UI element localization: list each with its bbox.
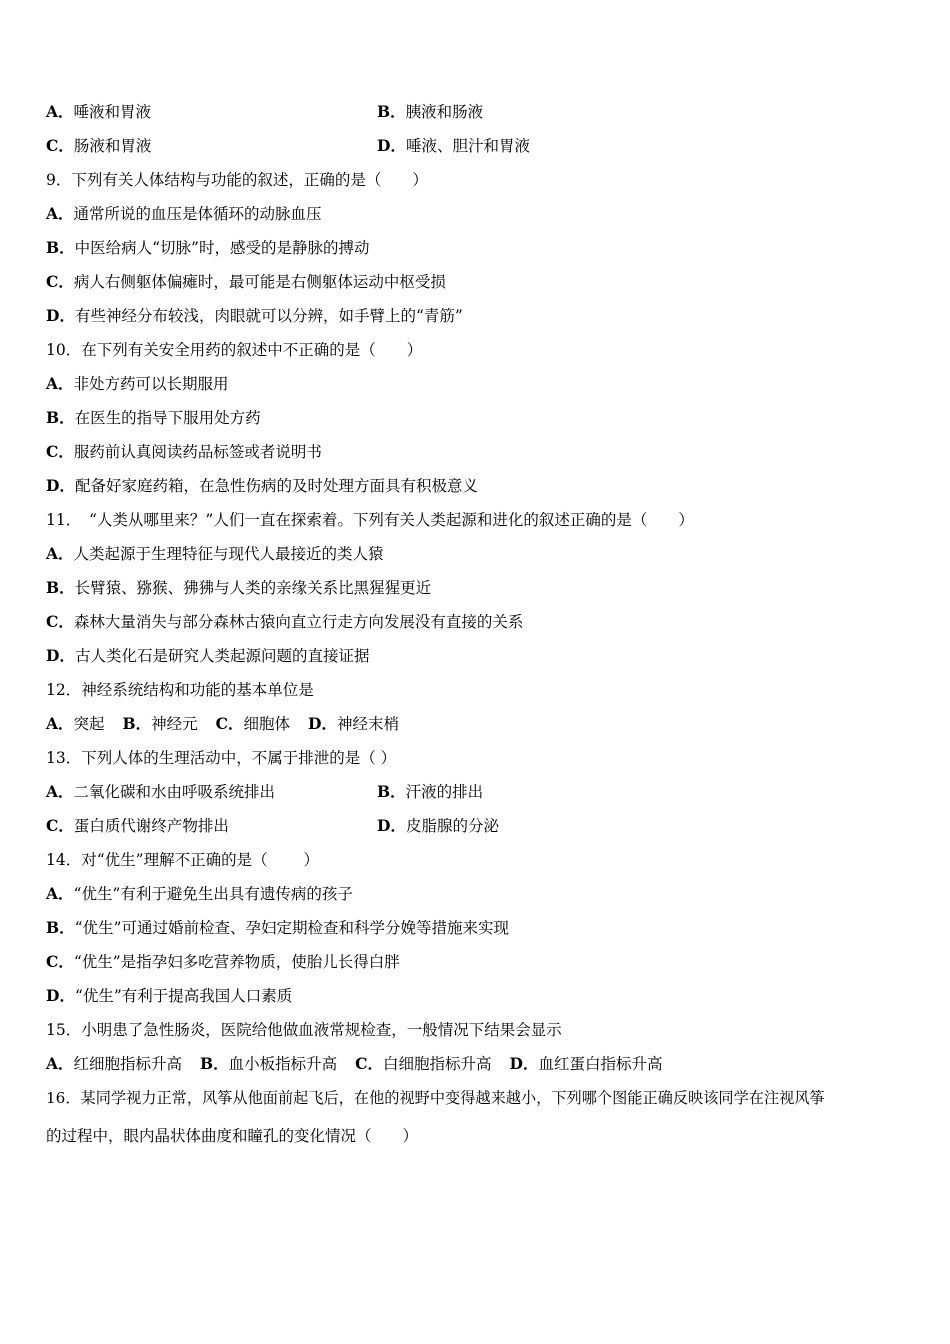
q9-option-c [46,272,446,292]
option-text: 肠液和胃液 [73,137,152,155]
option-text: 在医生的指导下服用处方药 [74,409,261,427]
q8-option-c [46,136,151,156]
option-text: 非处方药可以长期服用 [73,375,229,393]
option-text: 服药前认真阅读药品标签或者说明书 [73,443,322,461]
q14-option-a [46,884,353,904]
option-text: “优生”有利于避免生出具有遗传病的孩子 [73,885,353,903]
option-text: 胰液和肠液 [405,103,484,121]
option-letter: A． [46,544,74,563]
option-text: 有些神经分布较浅，肉眼就可以分辨，如手臂上的“青筋” [74,307,463,325]
q8-option-b [377,102,483,122]
q14-option-c [46,952,400,972]
option-text: 唾液、胆汁和胃液 [405,137,530,155]
option-text: 白细胞指标升高 [383,1055,492,1073]
option-letter: D． [509,1054,539,1073]
q12-stem: 12．神经系统结构和功能的基本单位是 [46,681,314,699]
option-letter: C． [46,272,74,291]
option-text: 细胞体 [243,715,291,733]
option-letter: C． [46,612,74,631]
q13-option-d [377,816,499,836]
q10-option-a [46,374,229,394]
option-letter: D． [377,136,406,155]
q11-option-d [46,646,369,666]
option-letter: D． [377,816,406,835]
option-letter: D． [46,986,75,1005]
q11-option-c [46,612,523,632]
option-letter: B． [377,102,406,121]
q9-stem: 9．下列有关人体结构与功能的叙述，正确的是（ ） [46,171,428,189]
q13-option-b [377,782,483,802]
option-letter: C． [46,136,74,155]
q8-option-a [46,102,151,122]
option-letter: C． [46,816,74,835]
q11-option-a [46,544,384,564]
option-letter: C． [46,952,74,971]
option-letter: B． [122,714,152,733]
option-text: 汗液的排出 [405,783,484,801]
option-text: 通常所说的血压是体循环的动脉血压 [73,205,322,223]
option-text: 中医给病人“切脉”时，感受的是静脉的搏动 [74,239,370,257]
option-text: 皮脂腺的分泌 [405,817,499,835]
option-letter: C． [215,714,244,733]
q10-option-c [46,442,322,462]
option-letter: B． [46,238,75,257]
q10-option-d [46,476,478,496]
q10-option-b [46,408,261,428]
option-letter: D． [46,646,75,665]
option-letter: B． [46,578,75,597]
option-letter: C． [46,442,74,461]
option-text: 配备好家庭药箱，在急性伤病的及时处理方面具有积极意义 [74,477,478,495]
option-letter: A． [46,102,74,121]
option-text: 蛋白质代谢终产物排出 [73,817,229,835]
option-text: 人类起源于生理特征与现代人最接近的类人猿 [73,545,384,563]
q16-stem-line1: 16．某同学视力正常，风筝从他面前起飞后，在他的视野中变得越来越小，下列哪个图能正确反映该同学在注视风筝 [46,1089,825,1107]
q14-stem: 14．对“优生”理解不正确的是（ ） [46,851,319,869]
option-text: 血红蛋白指标升高 [538,1055,663,1073]
q15-stem: 15．小明患了急性肠炎，医院给他做血液常规检查，一般情况下结果会显示 [46,1021,562,1039]
q14-option-d [46,986,292,1006]
q12-options-row [46,714,399,734]
option-text: 红细胞指标升高 [73,1055,183,1073]
option-text: 神经元 [151,715,198,733]
q11-option-b [46,578,431,598]
q10-stem: 10．在下列有关安全用药的叙述中不正确的是（ ） [46,341,423,359]
option-text: “优生”是指孕妇多吃营养物质，使胎儿长得白胖 [73,953,400,971]
option-letter: D． [308,714,337,733]
option-letter: B． [46,918,75,937]
option-letter: A． [46,374,74,393]
option-letter: A． [46,782,74,801]
q16-stem-line2: 的过程中，眼内晶状体曲度和瞳孔的变化情况（ ） [46,1127,419,1145]
q13-option-a [46,782,275,802]
option-letter: C． [355,1054,384,1073]
q11-stem: 11． “人类从哪里来？”人们一直在探索着。下列有关人类起源和进化的叙述正确的是（ ） [46,511,694,529]
option-text: 长臂猿、猕猴、狒狒与人类的亲缘关系比黑猩猩更近 [74,579,432,597]
option-letter: A． [46,1054,74,1073]
q13-stem: 13．下列人体的生理活动中，不属于排泄的是（ ） [46,749,397,767]
q9-option-b [46,238,369,258]
option-letter: A． [46,204,74,223]
option-text: “优生”可通过婚前检查、孕妇定期检查和科学分娩等措施来实现 [74,919,509,937]
option-letter: A． [46,714,74,733]
option-text: 古人类化石是研究人类起源问题的直接证据 [74,647,370,665]
option-letter: B． [377,782,406,801]
option-letter: B． [46,408,75,427]
option-text: 森林大量消失与部分森林古猿向直立行走方向发展没有直接的关系 [73,613,524,631]
option-text: 病人右侧躯体偏瘫时，最可能是右侧躯体运动中枢受损 [73,273,446,291]
q9-option-d [46,306,463,326]
q14-option-b [46,918,509,938]
option-letter: A． [46,884,74,903]
q9-option-a [46,204,322,224]
option-text: 突起 [73,715,105,733]
q13-option-c [46,816,229,836]
option-text: 神经末梢 [336,715,399,733]
option-text: 唾液和胃液 [73,103,152,121]
q8-option-d [377,136,530,156]
q15-options-row [46,1054,663,1074]
option-text: “优生”有利于提高我国人口素质 [74,987,293,1005]
option-letter: D． [46,306,75,325]
option-text: 二氧化碳和水由呼吸系统排出 [73,783,276,801]
option-text: 血小板指标升高 [228,1055,338,1073]
option-letter: B． [200,1054,229,1073]
option-letter: D． [46,476,75,495]
